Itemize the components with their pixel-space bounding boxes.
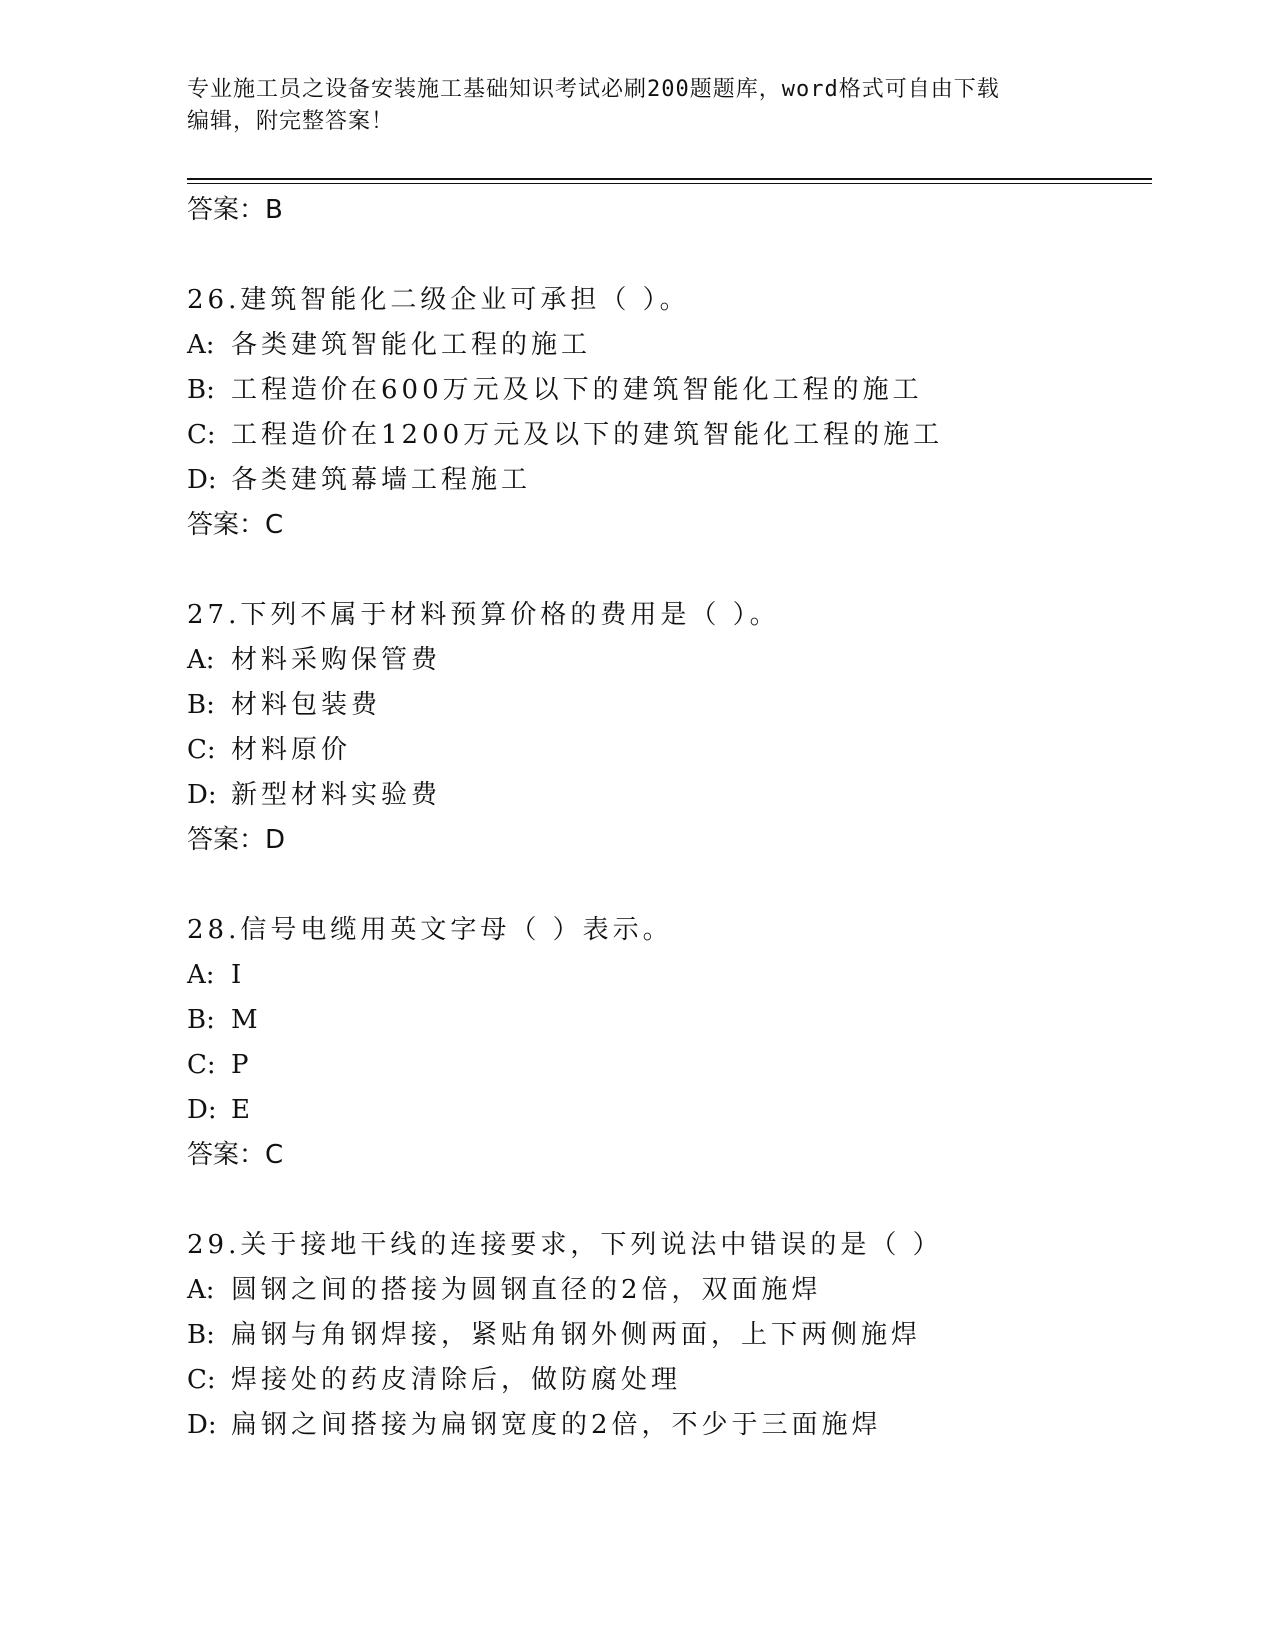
header-line-1: 专业施工员之设备安装施工基础知识考试必刷200题题库，word格式可自由下载 <box>187 77 1000 102</box>
question-block <box>187 908 1147 1178</box>
option-letter: B: <box>187 1320 215 1350</box>
option-b <box>187 683 1147 728</box>
spacer <box>187 863 1147 908</box>
question-list <box>187 188 1147 1448</box>
option-d <box>187 458 1147 503</box>
option-d <box>187 1088 1147 1133</box>
option-letter: D: <box>187 1410 217 1440</box>
option-letter: C: <box>187 420 216 450</box>
option-letter: A: <box>187 330 215 360</box>
option-b <box>187 1313 1147 1358</box>
option-letter: C: <box>187 735 216 765</box>
option-text: P <box>231 1050 253 1080</box>
option-c <box>187 728 1147 773</box>
question-text: 26.建筑智能化二级企业可承担（ ）。 <box>187 285 690 315</box>
option-a <box>187 323 1147 368</box>
option-text: 各类建筑幕墙工程施工 <box>231 465 532 495</box>
answer-line: 答案：C <box>187 510 284 540</box>
header-rule-thick <box>187 178 1152 180</box>
answer-line: 答案：B <box>187 195 283 225</box>
header-rule-thin <box>187 183 1152 184</box>
header-line-2: 编辑，附完整答案！ <box>187 109 395 134</box>
option-text: M <box>231 1005 262 1035</box>
option-c <box>187 1358 1147 1403</box>
option-a <box>187 953 1147 998</box>
option-letter: A: <box>187 645 215 675</box>
question-text: 28.信号电缆用英文字母（ ）表示。 <box>187 915 673 945</box>
question-block <box>187 278 1147 548</box>
option-letter: A: <box>187 960 215 990</box>
option-letter: B: <box>187 375 215 405</box>
option-letter: C: <box>187 1365 216 1395</box>
spacer <box>187 548 1147 593</box>
document-header <box>187 74 1087 138</box>
option-b <box>187 998 1147 1043</box>
spacer <box>187 233 1147 278</box>
question-text: 29.关于接地干线的连接要求，下列说法中错误的是（ ） <box>187 1230 943 1260</box>
option-a <box>187 1268 1147 1313</box>
option-text: I <box>231 960 246 990</box>
option-text: 扁钢之间搭接为扁钢宽度的2倍，不少于三面施焊 <box>231 1410 882 1440</box>
option-letter: C: <box>187 1050 216 1080</box>
option-text: 材料原价 <box>231 735 352 765</box>
option-c <box>187 413 1147 458</box>
option-d <box>187 773 1147 818</box>
option-letter: D: <box>187 465 217 495</box>
option-text: 工程造价在600万元及以下的建筑智能化工程的施工 <box>231 375 923 405</box>
option-text: 焊接处的药皮清除后，做防腐处理 <box>231 1365 682 1395</box>
option-c <box>187 1043 1147 1088</box>
option-text: 各类建筑智能化工程的施工 <box>231 330 592 360</box>
option-a <box>187 638 1147 683</box>
option-letter: D: <box>187 1095 217 1125</box>
answer-line: 答案：D <box>187 825 286 855</box>
option-letter: B: <box>187 1005 215 1035</box>
option-text: E <box>231 1095 254 1125</box>
answer-line: 答案：C <box>187 1140 284 1170</box>
option-letter: D: <box>187 780 217 810</box>
question-block <box>187 593 1147 863</box>
option-text: 圆钢之间的搭接为圆钢直径的2倍，双面施焊 <box>231 1275 822 1305</box>
option-letter: B: <box>187 690 215 720</box>
option-b <box>187 368 1147 413</box>
option-d <box>187 1403 1147 1448</box>
option-text: 材料采购保管费 <box>231 645 442 675</box>
option-letter: A: <box>187 1275 215 1305</box>
option-text: 材料包装费 <box>231 690 382 720</box>
spacer <box>187 1178 1147 1223</box>
question-block <box>187 1223 1147 1448</box>
question-text: 27.下列不属于材料预算价格的费用是（ ）。 <box>187 600 780 630</box>
option-text: 扁钢与角钢焊接，紧贴角钢外侧两面，上下两侧施焊 <box>231 1320 922 1350</box>
option-text: 工程造价在1200万元及以下的建筑智能化工程的施工 <box>231 420 944 450</box>
option-text: 新型材料实验费 <box>231 780 442 810</box>
